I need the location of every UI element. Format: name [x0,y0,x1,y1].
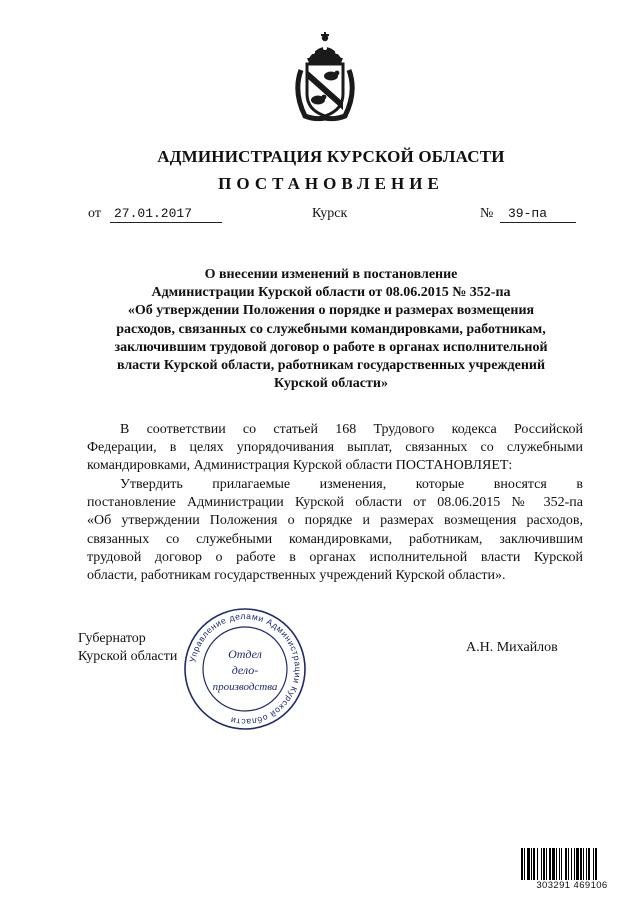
barcode-bar [586,848,587,880]
date-prefix: от [88,206,101,221]
barcode-bar [565,848,567,880]
title-line: власти Курской области, работникам государственных учреждений [116,358,546,374]
text-line: связанных со служебными командировками, работникам, заключившим [87,531,583,547]
resolution-paragraph [87,476,583,585]
text-line: Федерации, в целях упорядочивания выплат, связанных со служебными [87,440,583,456]
document-title [82,266,580,393]
stamp-center-line: дело- [231,663,259,677]
barcode-bar [541,848,542,880]
text-line: В соответствии со статьей 168 Трудового кодекса Российской [120,422,583,437]
coat-of-arms-emblem [291,30,359,122]
barcode-bar [571,848,572,880]
barcode-bar [588,848,590,880]
text-line: трудовой договор о работе в органах исполнительной власти Курской [87,549,583,565]
document-date: 27.01.2017 [114,206,193,221]
document-number: 39-па [508,206,548,221]
title-line: Администрации Курской области от 08.06.2015 № 352-па [151,285,511,301]
title-line: «Об утверждении Положения о порядке и размерах возмещения [127,303,535,319]
barcode-bar [521,848,523,880]
barcode-bar [533,848,535,880]
title-line: О внесении изменений в постановление [204,267,458,282]
title-line: заключившим трудовой договор о работе в органах исполнительной [114,339,548,355]
barcode-bar [561,848,562,880]
barcode-number: 303291 469106 [521,880,623,891]
document-number-field [480,206,548,222]
position-line: Губернатор [78,631,146,646]
text-line: командировками, Администрация Курской области ПОСТАНОВЛЯЕТ: [87,458,513,474]
barcode-bar [527,848,530,880]
number-underline [500,222,576,223]
text-line: Утвердить прилагаемые изменения, которые вносятся в [120,477,583,492]
stamp-ring-text: Управление делами Администрации Курской области [187,610,304,728]
barcode-bar [546,848,547,880]
title-line: расходов, связанных со служебными командировками, работникам, [116,321,546,337]
barcode-bar [568,848,569,880]
number-prefix: № [480,206,494,221]
barcode-bar [537,848,538,880]
document-type: ПОСТАНОВЛЕНИЕ [218,174,444,193]
signatory-position [78,630,177,666]
barcode-bar [580,848,582,880]
barcode-bar [552,848,555,880]
barcode-bar [559,848,560,880]
barcode-bar [549,848,551,880]
barcode-bar [583,848,584,880]
title-line: Курской области» [274,376,388,392]
date-underline [110,222,222,223]
barcode-bar [574,848,575,880]
text-line: постановление Администрации Курской области от 08.06.2015 № 352-па [87,495,583,511]
stamp-center-line: производства [212,681,278,693]
preamble-paragraph [87,421,583,476]
barcode-bar [524,848,525,880]
document-date-field [88,206,193,222]
barcode-bar [543,848,545,880]
barcode-bar [576,848,579,880]
document-city: Курск [312,206,348,221]
text-line: «Об утверждении Положения о порядке и размерах возмещения расходов, [87,513,583,529]
stamp-center-line: Отдел [228,647,262,661]
position-line: Курской области [78,649,178,664]
barcode-bar [531,848,532,880]
text-line: области, работникам государственных учреждений Курской области». [87,568,506,584]
signatory-name: А.Н. Михайлов [466,640,558,655]
barcode-bar [593,848,594,880]
agency-name: АДМИНИСТРАЦИЯ КУРСКОЙ ОБЛАСТИ [157,147,505,166]
barcode-bar [556,848,557,880]
barcode-bar [595,848,597,880]
office-stamp [182,606,308,732]
